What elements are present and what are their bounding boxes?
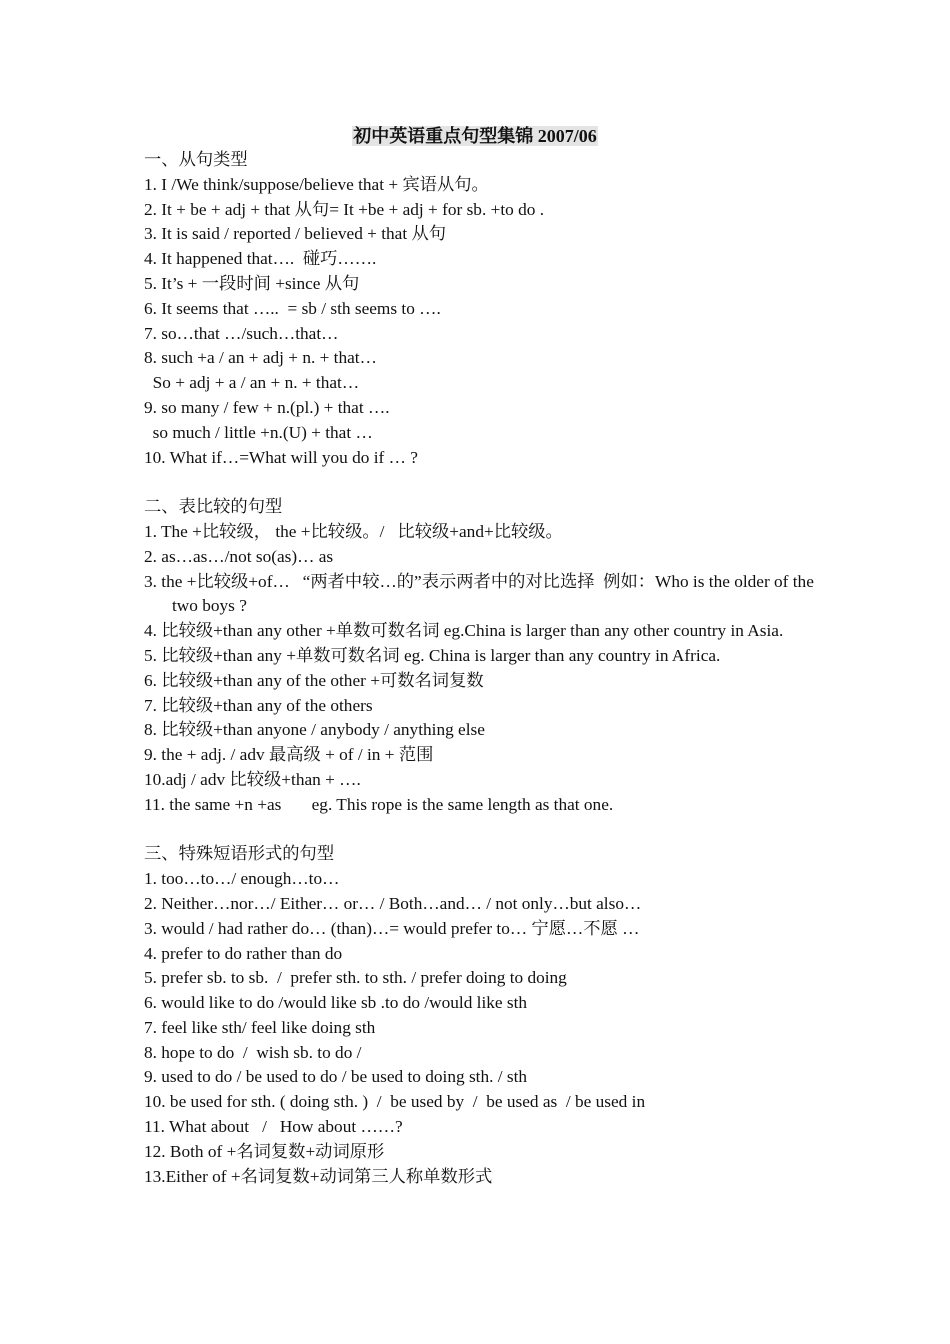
list-item: so much / little +n.(U) + that …	[144, 422, 373, 442]
list-item: 7. so…that …/such…that…	[144, 323, 339, 343]
list-item: 1. The +比较级， the +比较级。/ 比较级+and+比较级。	[144, 521, 563, 541]
list-item: 10. be used for sth. ( doing sth. ) / be used by / be used as / be used in	[144, 1092, 646, 1112]
section-heading: 一、从句类型	[144, 150, 248, 169]
list-item: 10. What if…=What will you do if … ?	[144, 447, 418, 467]
section-heading: 三、特殊短语形式的句型	[144, 844, 335, 864]
document-title: 初中英语重点句型集锦 2007/06	[353, 126, 597, 146]
list-item: 2. It + be + adj + that 从句= It +be + adj + for sb. +to do .	[144, 199, 545, 219]
list-item: 11. the same +n +as eg. This rope is the same length as that one.	[144, 794, 614, 814]
list-item: 6. It seems that ….. = sb / sth seems to ….	[144, 298, 441, 318]
list-item: 2. as…as…/not so(as)… as	[144, 546, 334, 566]
section-spacer	[144, 818, 814, 843]
list-item: 7. feel like sth/ feel like doing sth	[144, 1017, 376, 1037]
list-item: 8. such +a / an + adj + n. + that…	[144, 348, 377, 368]
list-item: 9. so many / few + n.(pl.) + that ….	[144, 397, 390, 417]
list-item: 5. It’s + 一段时间 +since 从句	[144, 273, 360, 293]
list-item: 8. hope to do / wish sb. to do /	[144, 1042, 362, 1062]
list-item: 2. Neither…nor…/ Either… or… / Both…and… / not only…but also…	[144, 893, 642, 913]
list-item: 5. prefer sb. to sb. / prefer sth. to sth. / prefer doing to doing	[144, 968, 567, 988]
list-item: 6. 比较级+than any of the other +可数名词复数	[144, 670, 484, 690]
list-item: 3. would / had rather do… (than)…= would prefer to… 宁愿…不愿 …	[144, 918, 640, 938]
section-spacer	[144, 470, 814, 495]
list-item: 4. It happened that…. 碰巧…….	[144, 249, 377, 269]
list-item: 9. used to do / be used to do / be used to doing sth. / sth	[144, 1067, 528, 1087]
list-item: So + adj + a / an + n. + that…	[144, 373, 360, 393]
list-item: 8. 比较级+than anyone / anybody / anything else	[144, 720, 485, 740]
list-item: 9. the + adj. / adv 最高级 + of / in + 范围	[144, 745, 434, 765]
section-heading: 二、表比较的句型	[144, 497, 283, 517]
list-item: 4. prefer to do rather than do	[144, 943, 343, 963]
list-item: 6. would like to do /would like sb .to do /would like sth	[144, 993, 528, 1013]
list-item: 3. the +比较级+of… “两者中较…的”表示两者中的对比选择 例如：Who is the older of the two boys ?	[144, 571, 819, 616]
list-item: 10.adj / adv 比较级+than + ….	[144, 769, 361, 789]
document-body	[144, 148, 819, 1189]
list-item: 1. I /We think/suppose/believe that + 宾语从句。	[144, 174, 489, 194]
list-item: 11. What about / How about ……?	[144, 1117, 403, 1137]
list-item: 12. Both of +名词复数+动词原形	[144, 1141, 385, 1161]
list-item: 4. 比较级+than any other +单数可数名词 eg.China is larger than any other country in Asia.	[144, 621, 784, 641]
list-item: 3. It is said / reported / believed + that 从句	[144, 224, 447, 244]
list-item: 7. 比较级+than any of the others	[144, 695, 373, 715]
list-item: 13.Either of +名词复数+动词第三人称单数形式	[144, 1166, 493, 1186]
list-item: 1. too…to…/ enough…to…	[144, 869, 340, 889]
list-item: 5. 比较级+than any +单数可数名词 eg. China is larger than any country in Africa.	[144, 645, 721, 665]
